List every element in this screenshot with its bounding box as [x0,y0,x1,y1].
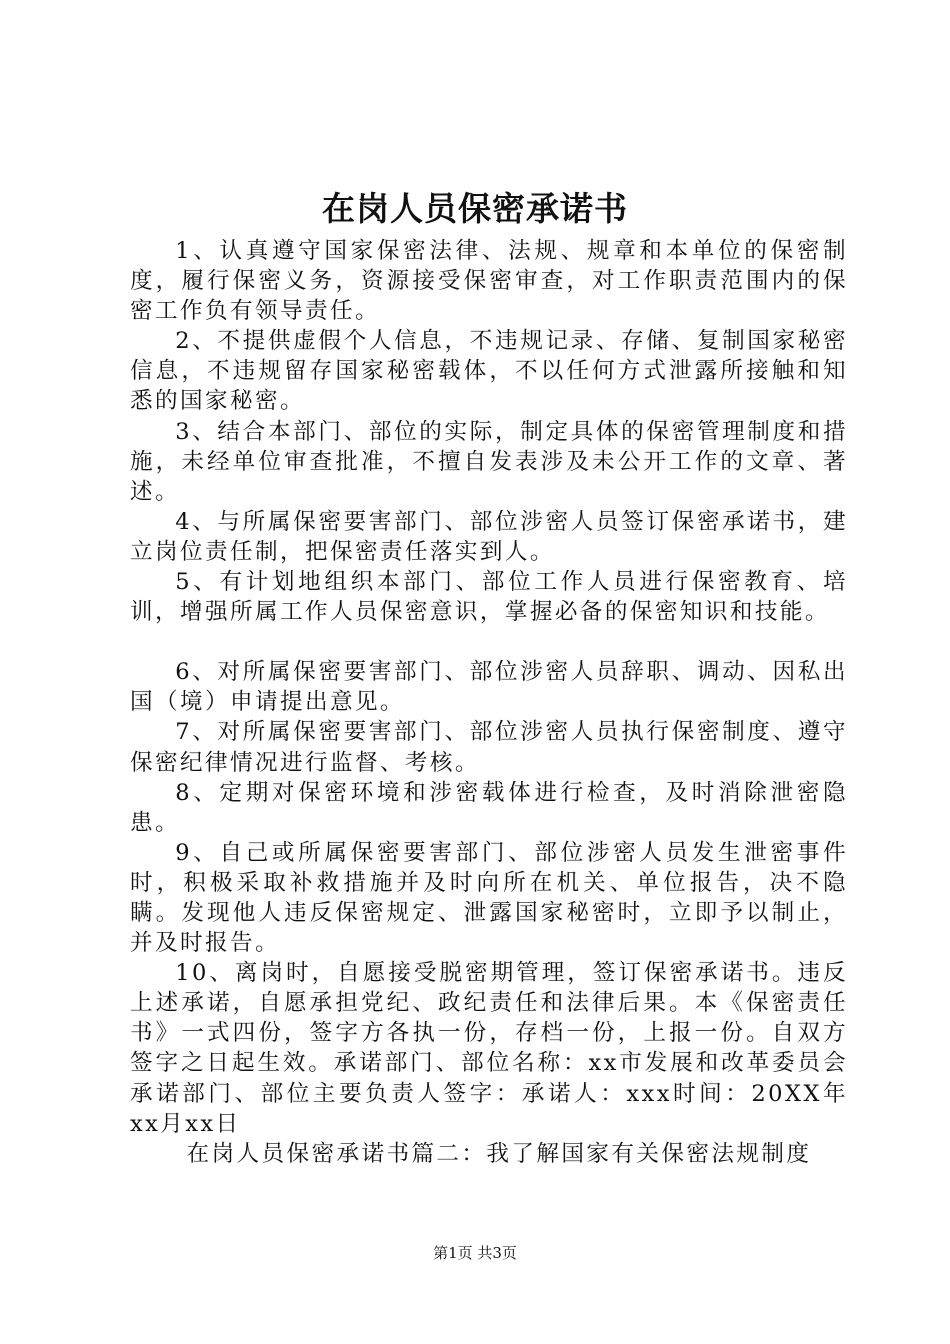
paragraph-8: 8、定期对保密环境和涉密载体进行检查，及时消除泄密隐患。 [130,779,848,836]
paragraph-4: 4、与所属保密要害部门、部位涉密人员签订保密承诺书，建立岗位责任制，把保密责任落实到人。 [130,508,848,565]
page-title: 在岗人员保密承诺书 [322,189,628,228]
paragraph-3: 3、结合本部门、部位的实际，制定具体的保密管理制度和措施，未经单位审查批准，不擅自发表涉及未公开工作的文章、著述。 [130,418,848,505]
paragraph-6: 6、对所属保密要害部门、部位涉密人员辞职、调动、因私出国（境）申请提出意见。 [130,659,848,716]
document-body [130,236,848,1169]
paragraph-5: 5、有计划地组织本部门、部位工作人员进行保密教育、培训，增强所属工作人员保密意识，掌握必备的保密知识和技能。 [130,569,848,626]
paragraph-11: 在岗人员保密承诺书篇二：我了解国家有关保密法规制度 [186,1140,812,1167]
paragraph-2: 2、不提供虚假个人信息，不违规记录、存储、复制国家秘密信息，不违规留存国家秘密载体，不以任何方式泄露所接触和知悉的国家秘密。 [130,328,848,415]
paragraph-10: 10、离岗时，自愿接受脱密期管理，签订保密承诺书。违反上述承诺，自愿承担党纪、政纪责任和法律后果。本《保密责任书》一式四份，签字方各执一份，存档一份，上报一份。自双方签字之日起生效。承诺部门、部位名称：xx市发展和改革委员会承诺部门、部位主要负责人签字：承诺人：xxx时间：20XX年xx月xx日 [130,960,848,1137]
page-number-footer: 第1页 共3页 [433,1244,517,1262]
paragraph-1: 1、认真遵守国家保密法律、法规、规章和本单位的保密制度，履行保密义务，资源接受保密审查，对工作职责范围内的保密工作负有领导责任。 [130,238,848,325]
paragraph-7: 7、对所属保密要害部门、部位涉密人员执行保密制度、遵守保密纪律情况进行监督、考核。 [130,719,848,776]
paragraph-9: 9、自己或所属保密要害部门、部位涉密人员发生泄密事件时，积极采取补救措施并及时向所在机关、单位报告，决不隐瞒。发现他人违反保密规定、泄露国家秘密时，立即予以制止，并及时报告。 [130,839,848,957]
